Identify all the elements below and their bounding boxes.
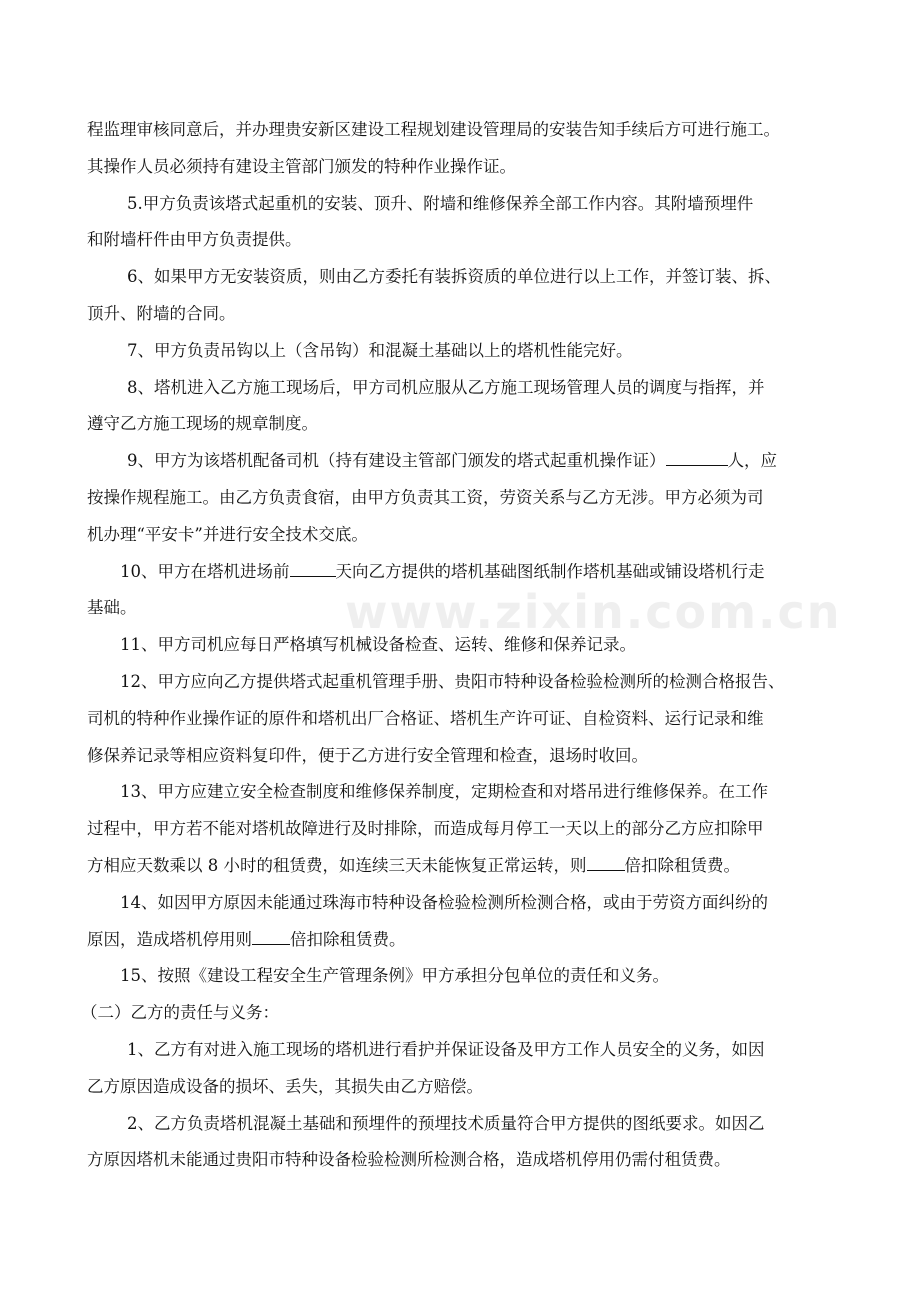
text-line: 1、乙方有对进入施工现场的塔机进行看护并保证设备及甲方工作人员安全的义务，如因 <box>127 1039 765 1059</box>
text-line: 遵守乙方施工现场的规章制度。 <box>87 414 318 434</box>
text-segment: 天向乙方提供的塔机基础图纸制作塔机基础或铺设塔机行走 <box>335 561 765 581</box>
clause-6 <box>87 259 847 333</box>
text-segment: 原因，造成塔机停用则 <box>87 929 252 949</box>
clause-5 <box>87 186 847 260</box>
text-line: 8、塔机进入乙方施工现场后，甲方司机应服从乙方施工现场管理人员的调度与指挥，并 <box>127 377 765 397</box>
text-line: 按操作规程施工。由乙方负责食宿，由甲方负责其工资，劳资关系与乙方无涉。甲方必须为司 <box>87 487 764 507</box>
text-line: 司机的特种作业操作证的原件和塔机出厂合格证、塔机生产许可证、自检资料、运行记录和维 <box>87 708 764 728</box>
fill-in-blank <box>290 558 336 576</box>
clause-9 <box>87 443 847 553</box>
clause-14 <box>87 885 847 959</box>
section-heading-party-b <box>81 995 847 1032</box>
text-line: 13、甲方应建立安全检查制度和维修保养制度，定期检查和对塔吊进行维修保养。在工作 <box>120 782 768 802</box>
text-segment: 倍扣除租赁费。 <box>290 929 406 949</box>
text-line <box>87 922 847 959</box>
text-line: 程监理审核同意后，并办理贵安新区建设工程规划建设管理局的安装告知手续后方可进行施工。 <box>87 120 780 139</box>
text-line: 过程中，甲方若不能对塔机故障进行及时排除，而造成每月停工一天以上的部分乙方应扣除甲 <box>87 819 764 839</box>
text-line: 基础。 <box>87 598 137 618</box>
clause-11 <box>87 627 847 664</box>
text-line: 机办理“平安卡”并进行安全技术交底。 <box>87 524 368 544</box>
clause-8 <box>87 370 847 444</box>
fill-in-blank <box>252 926 290 944</box>
text-segment: 9、甲方为该塔机配备司机（持有建设主管部门颁发的塔式起重机操作证） <box>127 451 666 471</box>
clause-13 <box>87 774 847 884</box>
text-segment: 人，应 <box>727 451 777 471</box>
text-line: 15、按照《建设工程安全生产管理条例》甲方承担分包单位的责任和义务。 <box>120 966 669 986</box>
text-segment: 倍扣除租赁费。 <box>624 855 740 875</box>
paragraph-continued <box>87 112 847 186</box>
text-line: 5.甲方负责该塔式起重机的安装、顶升、附墙和维修保养全部工作内容。其附墙预埋件 <box>127 193 754 213</box>
text-line <box>87 848 847 885</box>
clause-10 <box>87 554 847 628</box>
text-line: 7、甲方负责吊钩以上（含吊钩）和混凝土基础以上的塔机性能完好。 <box>127 340 633 360</box>
text-line: 和附墙杆件由甲方负责提供。 <box>87 230 302 250</box>
text-line: 修保养记录等相应资料复印件，便于乙方进行安全管理和检查，退场时收回。 <box>87 745 648 765</box>
text-line <box>87 443 847 480</box>
document-body <box>81 112 847 1179</box>
text-segment: 10、甲方在塔机进场前 <box>120 561 290 581</box>
text-line: 2、乙方负责塔机混凝土基础和预埋件的预埋技术质量符合甲方提供的图纸要求。如因乙 <box>127 1113 765 1133</box>
text-line: 14、如因甲方原因未能通过珠海市特种设备检验检测所检测合格，或由于劳资方面纠纷的 <box>120 892 768 912</box>
clause-12 <box>87 664 847 774</box>
text-line: 其操作人员必须持有建设主管部门颁发的特种作业操作证。 <box>87 156 516 176</box>
fill-in-blank <box>666 448 728 466</box>
text-line: 方原因塔机未能通过贵阳市特种设备检验检测所检测合格，造成塔机停用仍需付租赁费。 <box>87 1150 731 1170</box>
text-line: 6、如果甲方无安装资质，则由乙方委托有装拆资质的单位进行以上工作，并签订装、拆、 <box>127 267 781 287</box>
text-line: 11、甲方司机应每日严格填写机械设备检查、运转、维修和保养记录。 <box>120 635 636 655</box>
watermark: www.zixin.com.cn <box>345 585 842 639</box>
text-line <box>87 554 847 591</box>
party-b-clause-1 <box>87 1032 847 1106</box>
clause-7 <box>87 333 847 370</box>
text-line: 顶升、附墙的合同。 <box>87 303 236 323</box>
fill-in-blank <box>587 853 625 871</box>
party-b-clause-2 <box>87 1106 847 1180</box>
clause-15 <box>87 958 847 995</box>
text-line: 乙方原因造成设备的损坏、丢失，其损失由乙方赔偿。 <box>87 1076 483 1096</box>
text-line: 12、甲方应向乙方提供塔式起重机管理手册、贵阳市特种设备检验检测所的检测合格报告、 <box>120 671 785 691</box>
text-segment: 方相应天数乘以 8 小时的租赁费，如连续三天未能恢复正常运转，则 <box>87 855 587 875</box>
section-heading: （二）乙方的责任与义务： <box>81 1003 279 1023</box>
